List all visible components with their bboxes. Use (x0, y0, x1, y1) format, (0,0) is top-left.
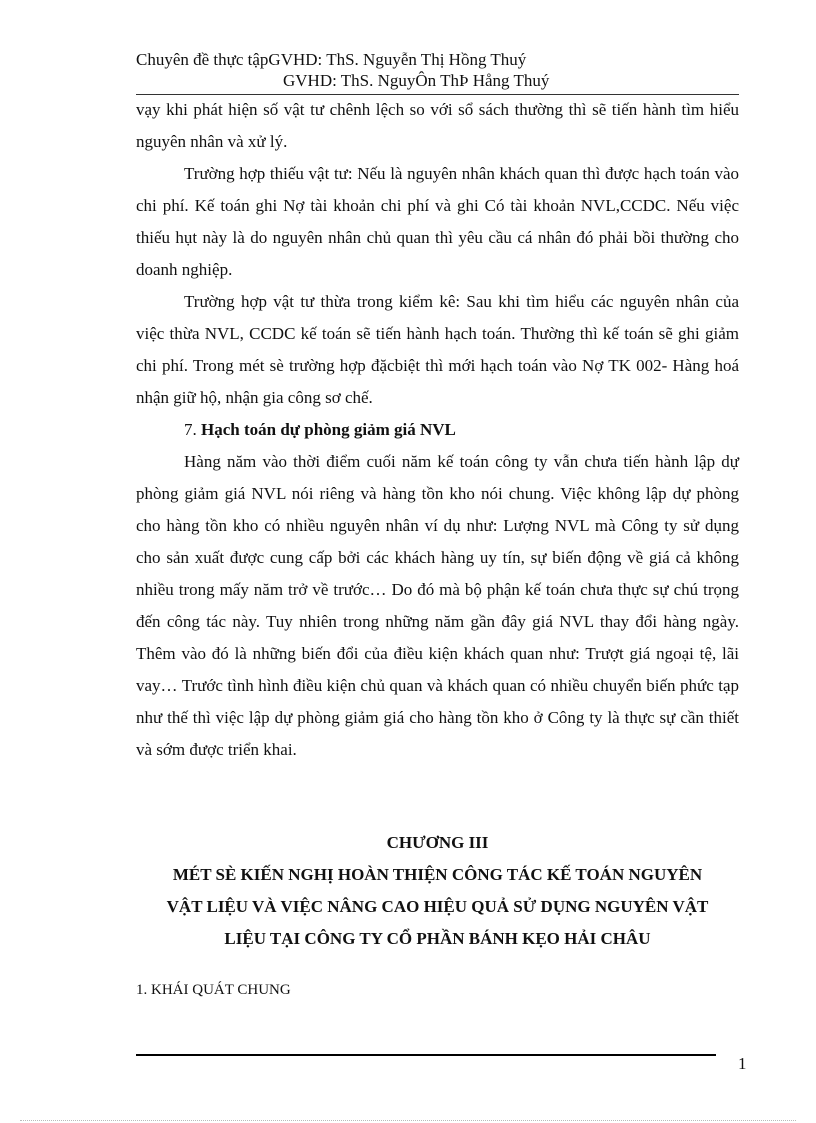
paragraph: Trường hợp vật tư thừa trong kiểm kê: Sau khi tìm hiểu các nguyên nhân của việc thừa NVL, CCDC kế toán sẽ tiến hành hạch toán. Thường thì kế toán sẽ ghi giảm chi phí. Trong mét sè trường hợp đặcbiệt thì mới hạch toán vào Nợ TK 002- Hàng hoá nhận giữ hộ, nhận gia công sơ chế. (136, 292, 739, 407)
footer-divider (136, 1054, 716, 1056)
header-title-line: Chuyên đề thực tậpGVHD: ThS. Nguyễn Thị Hồng Thuý (136, 50, 527, 69)
subsection-heading: 1. KHÁI QUÁT CHUNG (136, 982, 291, 998)
paragraph: Trường hợp thiếu vật tư: Nếu là nguyên nhân khách quan thì được hạch toán vào chi phí. Kế toán ghi Nợ tài khoản chi phí và ghi Có tài khoản NVL,CCDC. Nếu việc thiếu hụt này là do nguyên nhân chủ quan thì yêu cầu cá nhân đó phải bồi thường cho doanh nghiệp. (136, 164, 739, 279)
section-title: Hạch toán dự phòng giảm giá NVL (201, 420, 456, 439)
header-supervisor-line: GVHD: ThS. NguyÔn ThÞ Hång Thuý (283, 71, 550, 90)
chapter-heading (136, 827, 739, 955)
section-heading (136, 414, 739, 446)
page-boundary (20, 1120, 796, 1121)
chapter-title-line: VẬT LIỆU VÀ VIỆC NÂNG CAO HIỆU QUẢ SỬ DỤNG NGUYÊN VẬT (166, 897, 709, 916)
chapter-title-line: LIỆU TẠI CÔNG TY CỔ PHẦN BÁNH KẸO HẢI CHÂU (224, 929, 651, 948)
document-body (136, 94, 739, 766)
paragraph: vạy khi phát hiện số vật tư chênh lệch so với sổ sách thường thì sẽ tiến hành tìm hiểu nguyên nhân và xử lý. (136, 100, 739, 151)
page-number: 1 (738, 1054, 747, 1073)
chapter-label: CHƯƠNG III (386, 833, 489, 852)
chapter-title-line: MÉT SÈ KIẾN NGHỊ HOÀN THIỆN CÔNG TÁC KẾ TOÁN NGUYÊN (172, 865, 703, 884)
section-number: 7. (184, 420, 201, 439)
paragraph: Hàng năm vào thời điểm cuối năm kế toán công ty vẫn chưa tiến hành lập dự phòng giảm giá NVL nói riêng và hàng tồn kho nói chung. Việc không lập dự phòng cho hàng tồn kho có nhiều nguyên nhân ví dụ như: Lượng NVL mà Công ty sử dụng cho sản xuất được cung cấp bởi các khách hàng uy tín, sự biến động về giá cả không nhiều trong mấy năm trở về trước… Do đó mà bộ phận kế toán chưa thực sự chú trọng đến công tác này. Tuy nhiên trong những năm gần đây giá NVL thay đổi hàng ngày. Thêm vào đó là những biến đổi của điều kiện khách quan như: Trượt giá ngoại tệ, lãi vay… Trước tình hình điều kiện chủ quan và khách quan có nhiều chuyển biến phức tạp như thế thì việc lập dự phòng giảm giá cho hàng tồn kho ở Công ty là thực sự cần thiết và sớm được triển khai. (136, 452, 739, 759)
